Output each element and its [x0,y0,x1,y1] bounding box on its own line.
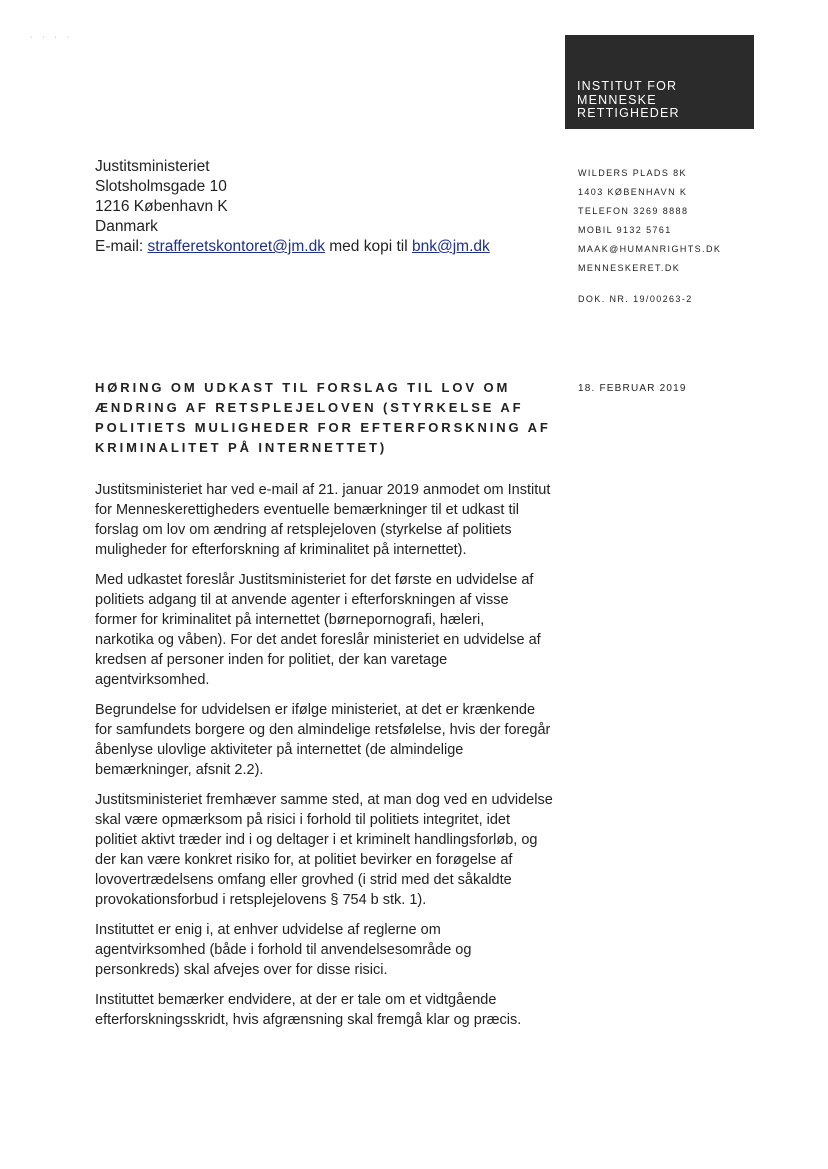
letter-body [95,480,570,1040]
contact-address: WILDERS PLADS 8K [578,168,687,178]
email-copy-text: med kopi til [329,238,408,255]
text-line: åbenlyse ulovlige aktiviteter på internettet (de almindelige [95,742,464,758]
title-line: ÆNDRING AF RETSPLEJELOVEN (STYRKELSE AF [95,400,524,415]
text-line: bemærkninger, afsnit 2.2). [95,762,264,778]
title-line: HØRING OM UDKAST TIL FORSLAG TIL LOV OM [95,380,511,395]
text-line: Justitsministeriet fremhæver samme sted, at man dog ved en udvidelse [95,792,553,808]
institute-logo [565,35,754,129]
text-line: Med udkastet foreslår Justitsministeriet for det første en udvidelse af [95,572,534,588]
logo-line: INSTITUT FOR [577,79,678,93]
text-line: skal være opmærksom på risici i forhold til politiets integritet, idet [95,812,511,828]
title-line: POLITIETS MULIGHEDER FOR EFTERFORSKNING AF [95,420,551,435]
document-title [95,378,555,458]
text-line: forslag om lov om ændring af retsplejeloven (styrkelse af politiets [95,522,512,538]
logo-line: RETTIGHEDER [577,106,680,120]
paragraph [95,480,570,560]
text-line: personkreds) skal afvejes over for disse risici. [95,962,388,978]
contact-mobile: MOBIL 9132 5761 [578,225,672,235]
recipient-street: Slotsholmsgade 10 [95,178,227,195]
document-number: DOK. NR. 19/00263-2 [578,294,693,304]
text-line: Begrundelse for udvidelsen er ifølge ministeriet, at det er krænkende [95,702,536,718]
recipient-city: 1216 København K [95,198,228,215]
text-line: kredsen af personer inden for politiet, der kan varetage [95,652,448,668]
recipient-name: Justitsministeriet [95,158,210,175]
document-date: 18. FEBRUAR 2019 [578,383,687,394]
paragraph [95,790,570,910]
email-copy-link[interactable]: bnk@jm.dk [411,238,490,255]
text-line: agentvirksomhed (både i forhold til anvendelsesområde og [95,942,472,958]
text-line: politiets adgang til at anvende agenter i efterforskningen af visse [95,592,509,608]
paragraph [95,570,570,690]
text-line: Instituttet er enig i, at enhver udvidelse af reglerne om [95,922,441,938]
paragraph [95,920,570,980]
contact-email: MAAK@HUMANRIGHTS.DK [578,244,722,254]
contact-phone: TELEFON 3269 8888 [578,206,689,216]
title-line: KRIMINALITET PÅ INTERNETTET) [95,440,388,455]
text-line: muligheder for efterforskning af kriminalitet på internettet). [95,542,467,558]
scan-mark: · · · · [30,34,74,41]
sender-contact [578,164,721,278]
contact-website: MENNESKERET.DK [578,263,681,273]
text-line: Instituttet bemærker endvidere, at der er tale om et vidtgående [95,992,497,1008]
logo-line: MENNESKE [577,92,657,107]
text-line: lovovertrædelsens omfang eller grovhed (i strid med det såkaldte [95,872,512,888]
text-line: agentvirksomhed. [95,672,210,688]
text-line: former for kriminalitet på internettet (børnepornografi, hæleri, [95,612,485,628]
text-line: for samfundets borgere og den almindelige retsfølelse, hvis der foregår [95,722,551,738]
text-line: provokationsforbud i retsplejelovens § 754 b stk. 1). [95,892,427,908]
paragraph [95,700,570,780]
text-line: Justitsministeriet har ved e-mail af 21. januar 2019 anmodet om Institut [95,482,551,498]
text-line: narkotika og våben). For det andet foreslår ministeriet en udvidelse af [95,632,541,648]
email-primary-link[interactable]: strafferetskontoret@jm.dk [147,238,325,255]
text-line: der kan være konkret risiko for, at politiet bevirker en forøgelse af [95,852,513,868]
recipient-country: Danmark [95,218,158,235]
paragraph [95,990,570,1030]
recipient-email-line [95,237,490,257]
recipient-address [95,157,490,257]
contact-city: 1403 KØBENHAVN K [578,187,688,197]
text-line: for Menneskerettigheders eventuelle bemærkninger til et udkast til [95,502,519,518]
text-line: politiet aktivt træder ind i og deltager i et kriminelt handlingsforløb, og [95,832,538,848]
text-line: efterforskningsskridt, hvis afgrænsning skal fremgå klar og præcis. [95,1012,522,1028]
email-label: E-mail: [95,238,144,255]
